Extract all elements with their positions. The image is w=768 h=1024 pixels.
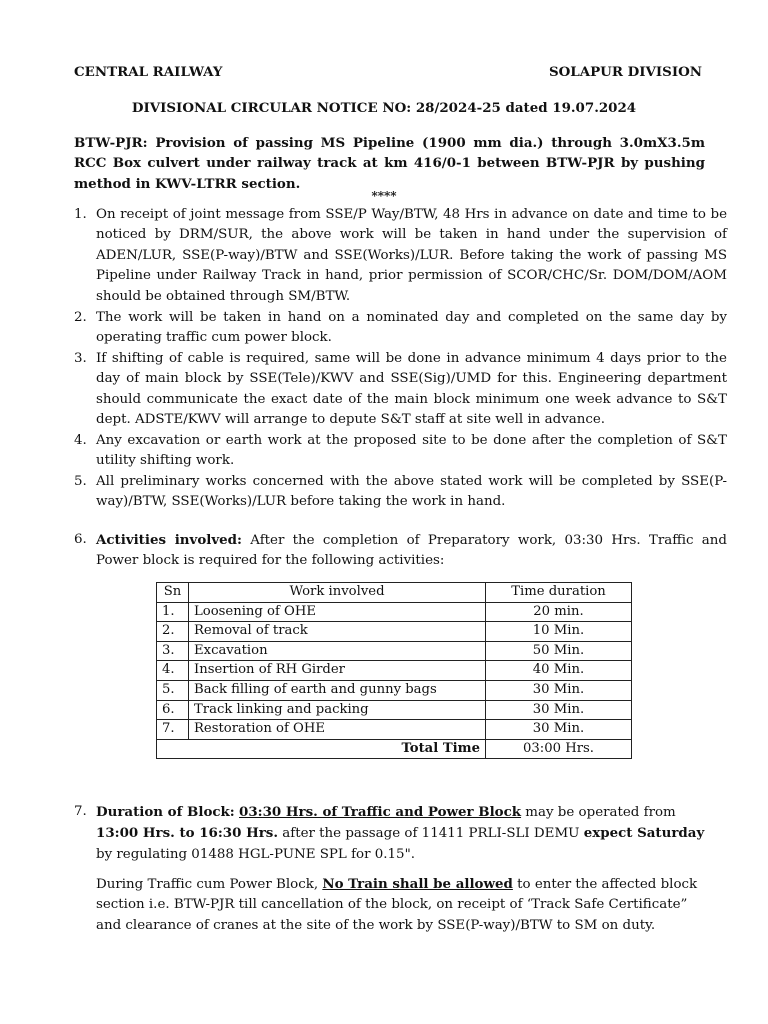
item-number: 7. [74, 804, 87, 819]
table-header-row [157, 583, 632, 603]
separator: **** [371, 189, 397, 203]
table-row [157, 661, 632, 681]
cell-sn: 1. [157, 602, 189, 622]
item-number: 6. [74, 532, 87, 547]
cell-time: 10 Min. [486, 622, 632, 642]
cell-work: Restoration of OHE [189, 720, 486, 740]
table-row [157, 700, 632, 720]
notice-title: DIVISIONAL CIRCULAR NOTICE NO: 28/2024-25 dated 19.07.2024 [131, 100, 637, 116]
column-header-time: Time duration [486, 583, 632, 603]
table-row [157, 720, 632, 740]
except-day: expect Saturday [583, 825, 705, 842]
item-number: 1. [74, 207, 87, 222]
activities-table [156, 582, 632, 759]
item-lead: Duration of Block: [96, 804, 235, 820]
table-row [157, 602, 632, 622]
block-time: 13:00 Hrs. to 16:30 Hrs. [96, 825, 279, 842]
item-lead: Activities involved: [96, 532, 242, 548]
table-row [157, 680, 632, 700]
block-duration-item [74, 802, 727, 865]
item-number: 2. [74, 310, 87, 325]
item-text: After the completion of Preparatory work, 03:30 Hrs. Traffic and Power block is required for the following activities: [96, 533, 727, 569]
letterhead [74, 62, 702, 82]
cell-work: Removal of track [189, 622, 486, 642]
cell-sn: 7. [157, 720, 189, 740]
item-text: by regulating 01488 HGL-PUNE SPL for 0.15". [96, 846, 415, 862]
column-header-sn: Sn [157, 583, 189, 603]
block-duration: 03:30 Hrs. of Traffic and Power Block [239, 804, 522, 820]
activities-item [74, 530, 727, 572]
item-number: 3. [74, 351, 87, 366]
cell-time: 40 Min. [486, 661, 632, 681]
item-number: 5. [74, 474, 87, 489]
cell-time: 20 min. [486, 602, 632, 622]
item-number: 4. [74, 433, 87, 448]
table-row [157, 622, 632, 642]
total-label: Total Time [157, 739, 486, 759]
column-header-work: Work involved [189, 583, 486, 603]
cell-work: Excavation [189, 641, 486, 661]
list-item [74, 431, 727, 472]
cell-sn: 5. [157, 680, 189, 700]
cell-time: 30 Min. [486, 680, 632, 700]
no-train-notice: No Train shall be allowed [322, 876, 513, 892]
item-text: Any excavation or earth work at the proposed site to be done after the completion of S&T utility shifting work. [96, 433, 727, 469]
para-text: to enter the affected block section i.e. BTW-PJR till cancellation of the block, on receipt of ‘Track Safe Certificate” and clearance of cranes at the site of the work by SSE(P-way)/BTW to SM on duty. [96, 877, 698, 933]
item-text: On receipt of joint message from SSE/P Way/BTW, 48 Hrs in advance on date and time to be noticed by DRM/SUR, the above work will be taken in hand under the supervision of ADEN/LUR, SSE(P-way)/BTW and SSE(Works)/LUR. Before taking the work of passing MS Pipeline under Railway Track in hand, prior permission of SCOR/CHC/Sr. DOM/DOM/AOM should be obtained through SM/BTW. [96, 207, 727, 304]
item-text: All preliminary works concerned with the above stated work will be completed by SSE(P-way)/BTW, SSE(Works)/LUR before taking the work in hand. [96, 474, 727, 510]
table-row [157, 641, 632, 661]
division-name: SOLAPUR DIVISION [548, 64, 702, 80]
list-item [74, 349, 727, 431]
cell-time: 50 Min. [486, 641, 632, 661]
notice-subject: BTW-PJR: Provision of passing MS Pipeline (1900 mm dia.) through 3.0mX3.5m RCC Box culvert under railway track at km 416/0-1 between BTW-PJR by pushing method in KWV-LTRR section. [74, 135, 705, 192]
traffic-block-paragraph [96, 874, 705, 936]
cell-time: 30 Min. [486, 700, 632, 720]
list-item [74, 205, 727, 307]
cell-work: Loosening of OHE [189, 602, 486, 622]
table-total-row [157, 739, 632, 759]
cell-work: Back filling of earth and gunny bags [189, 680, 486, 700]
cell-sn: 2. [157, 622, 189, 642]
list-item [74, 472, 727, 513]
cell-sn: 6. [157, 700, 189, 720]
item-text: If shifting of cable is required, same will be done in advance minimum 4 days prior to the day of main block by SSE(Tele)/KWV and SSE(Sig)/UMD for this. Engineering department should communicate the exact date of the main block minimum one week advance to S&T dept. ADSTE/KWV will arrange to depute S&T staff at site well in advance. [96, 351, 727, 428]
cell-work: Track linking and packing [189, 700, 486, 720]
cell-time: 30 Min. [486, 720, 632, 740]
cell-work: Insertion of RH Girder [189, 661, 486, 681]
item-text: The work will be taken in hand on a nominated day and completed on the same day by operating traffic cum power block. [96, 310, 727, 346]
cell-sn: 4. [157, 661, 189, 681]
item-text: after the passage of 11411 PRLI-SLI DEMU [278, 826, 584, 842]
para-text: During Traffic cum Power Block, [96, 877, 323, 892]
organization-name: CENTRAL RAILWAY [74, 64, 223, 80]
item-text: may be operated from [521, 805, 676, 820]
list-item [74, 308, 727, 349]
total-value: 03:00 Hrs. [486, 739, 632, 759]
cell-sn: 3. [157, 641, 189, 661]
